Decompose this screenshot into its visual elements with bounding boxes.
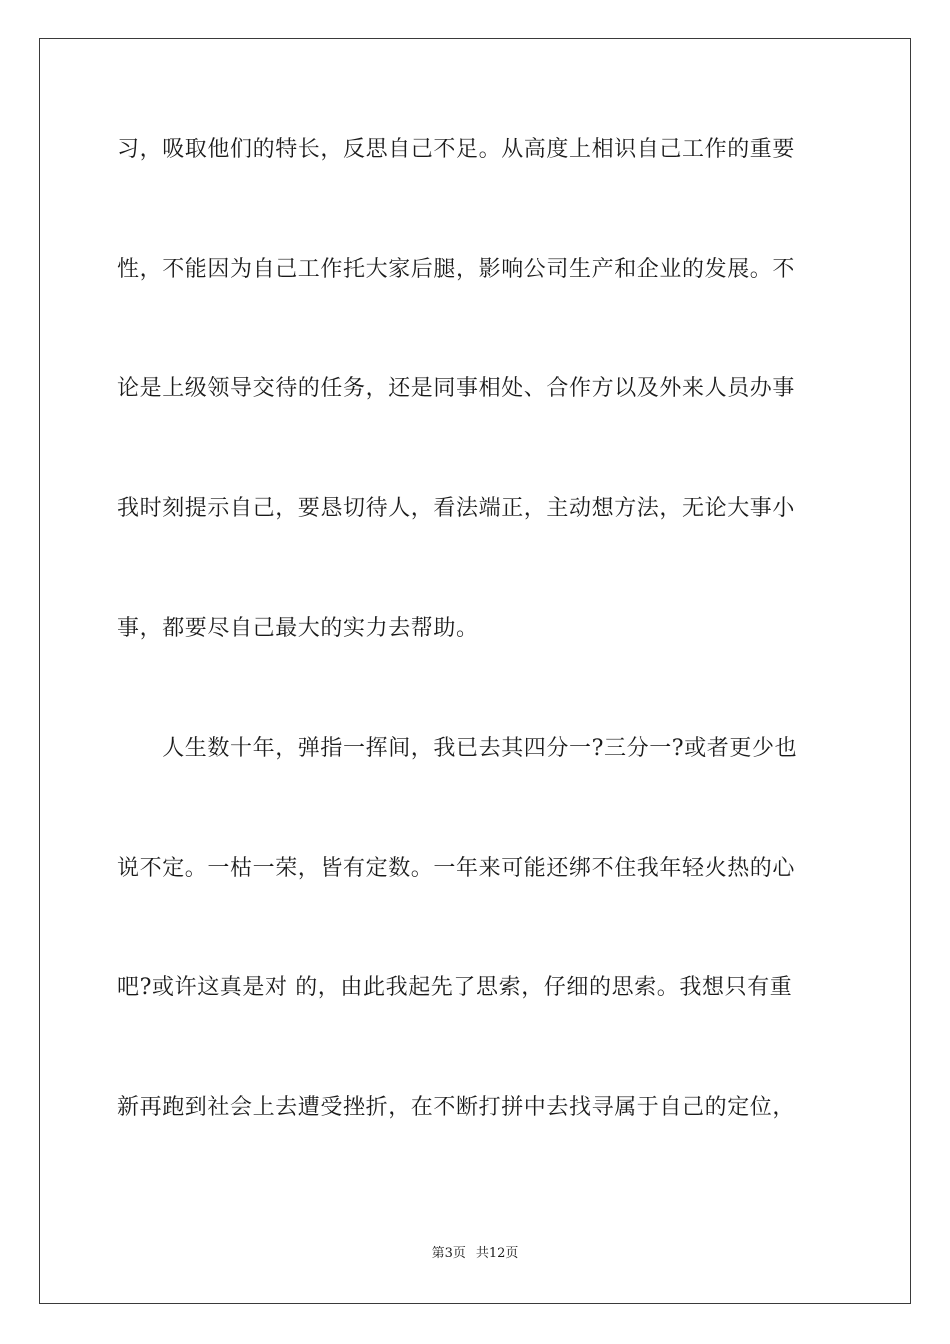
text-line: 性，不能因为自己工作托大家后腿，影响公司生产和企业的发展。不 <box>117 257 796 282</box>
page-footer <box>0 1245 950 1263</box>
page-total: 共12页 <box>475 1246 519 1261</box>
text-line: 我时刻提示自己，要恳切待人，看法端正，主动想方法，无论大事小 <box>117 496 796 521</box>
text-line: 新再跑到社会上去遭受挫折，在不断打拼中去找寻属于自己的定位， <box>117 1095 796 1120</box>
text-line: 吧?或许这真是对 的，由此我起先了思索，仔细的思索。我想只有重 <box>117 975 793 1000</box>
text-line: 论是上级领导交待的任务，还是同事相处、合作方以及外来人员办事 <box>117 376 796 401</box>
text-line: 事，都要尽自己最大的实力去帮助。 <box>117 616 479 641</box>
text-line: 人生数十年，弹指一挥间，我已去其四分一?三分一?或者更少也 <box>117 736 798 761</box>
text-line: 说不定。一枯一荣，皆有定数。一年来可能还绑不住我年轻火热的心 <box>117 856 796 881</box>
page-number: 第3页 <box>431 1246 466 1261</box>
text-line: 习，吸取他们的特长，反思自己不足。从高度上相识自己工作的重要 <box>117 137 796 162</box>
